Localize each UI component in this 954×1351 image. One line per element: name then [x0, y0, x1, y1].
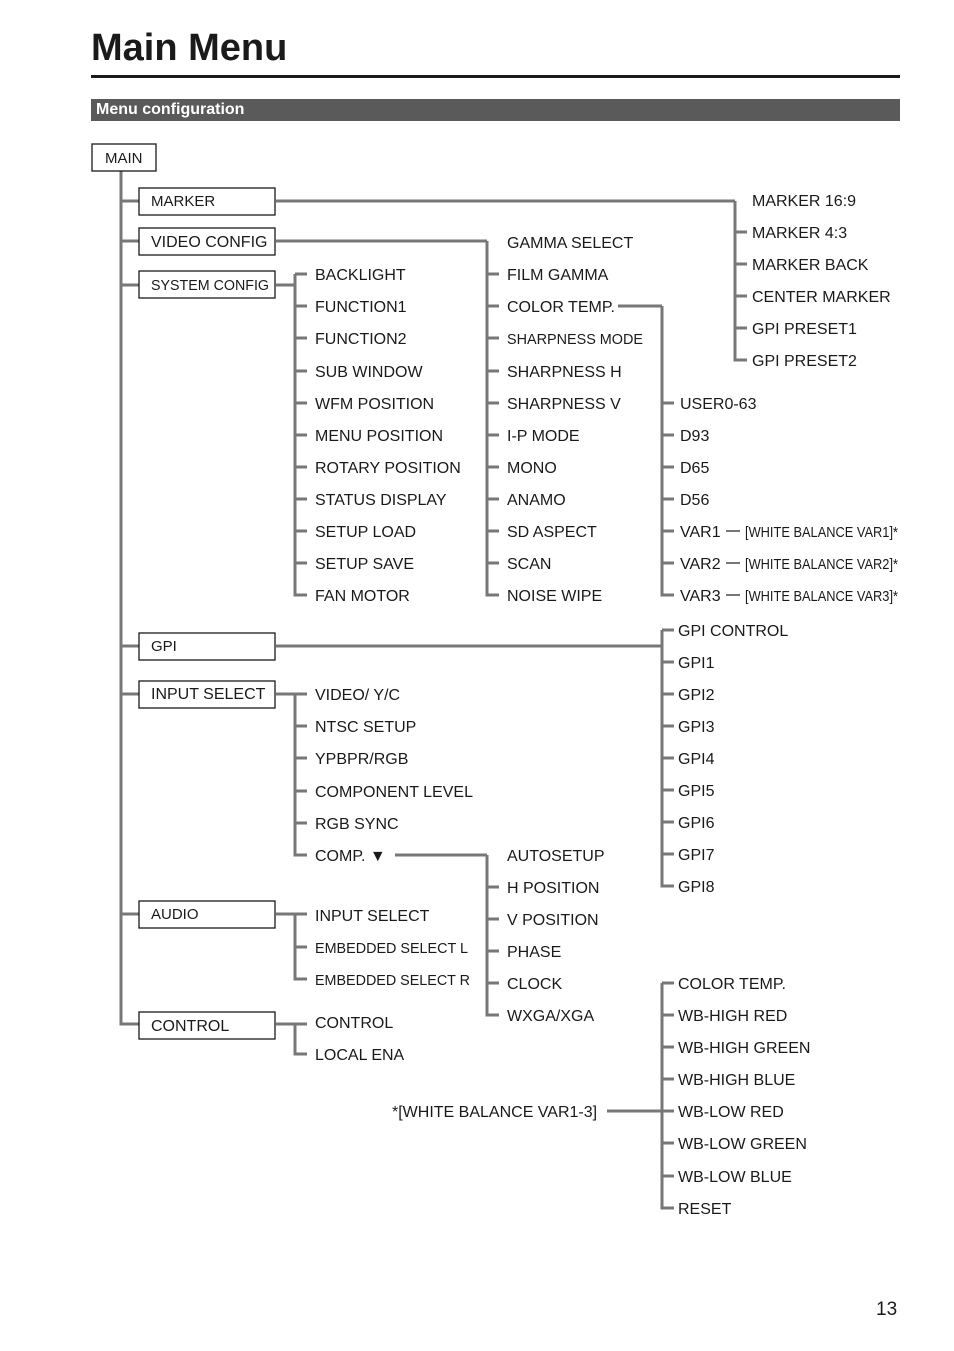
- menu-item: H POSITION: [507, 880, 600, 897]
- menu-item: GPI8: [678, 879, 715, 896]
- gpi-label: GPI: [151, 638, 177, 655]
- menu-item: I-P MODE: [507, 428, 580, 445]
- white-balance-items: [392, 976, 810, 1218]
- white-balance-label: *[WHITE BALANCE VAR1-3]: [392, 1104, 598, 1121]
- menu-item: RESET: [678, 1201, 732, 1218]
- marker-node: [139, 188, 275, 215]
- menu-item: VAR1: [680, 524, 721, 541]
- menu-item: SUB WINDOW: [315, 364, 423, 381]
- gpi-node: [139, 633, 275, 660]
- system-config-items: [315, 267, 461, 605]
- menu-item: VAR3: [680, 588, 721, 605]
- menu-item: D56: [680, 492, 710, 509]
- menu-item: MARKER 16:9: [752, 193, 857, 210]
- menu-item: NTSC SETUP: [315, 719, 417, 736]
- control-items: [315, 1015, 405, 1064]
- menu-item: WXGA/XGA: [507, 1008, 595, 1025]
- menu-item: WB-HIGH BLUE: [678, 1072, 796, 1089]
- menu-item: GPI3: [678, 719, 715, 736]
- section-title: Menu configuration: [96, 101, 245, 118]
- menu-item: BACKLIGHT: [315, 267, 406, 284]
- menu-item: GPI6: [678, 815, 715, 832]
- menu-item: WB-HIGH GREEN: [678, 1040, 811, 1057]
- menu-item: STATUS DISPLAY: [315, 492, 447, 509]
- video-config-label: VIDEO CONFIG: [151, 234, 268, 251]
- menu-item: AUTOSETUP: [507, 848, 605, 865]
- menu-item: GPI PRESET1: [752, 321, 857, 338]
- menu-item: GPI PRESET2: [752, 353, 857, 370]
- menu-item: WB-LOW GREEN: [678, 1136, 807, 1153]
- menu-item: GPI CONTROL: [678, 623, 789, 640]
- page-title: Main Menu: [91, 27, 288, 69]
- menu-item: MARKER BACK: [752, 257, 869, 274]
- menu-item: VIDEO/ Y/C: [315, 687, 401, 704]
- marker-items: [752, 193, 891, 370]
- system-config-node: [139, 271, 275, 298]
- menu-item: NOISE WIPE: [507, 588, 603, 605]
- menu-item: COLOR TEMP.: [507, 299, 615, 316]
- menu-item: EMBEDDED SELECT L: [315, 940, 468, 957]
- menu-item: COMPONENT LEVEL: [315, 784, 473, 801]
- gpi-items: [678, 623, 788, 896]
- audio-items: [315, 908, 470, 989]
- menu-item: SHARPNESS MODE: [507, 331, 643, 348]
- menu-item: EMBEDDED SELECT R: [315, 972, 471, 989]
- comp-items: [507, 848, 605, 1025]
- menu-item: D93: [680, 428, 710, 445]
- menu-item: SETUP SAVE: [315, 556, 414, 573]
- menu-item: FAN MOTOR: [315, 588, 410, 605]
- menu-item: GAMMA SELECT: [507, 235, 634, 252]
- menu-item: CENTER MARKER: [752, 289, 891, 306]
- menu-item: YPBPR/RGB: [315, 751, 409, 768]
- menu-item: D65: [680, 460, 710, 477]
- menu-item: MONO: [507, 460, 557, 477]
- input-select-node: [139, 681, 275, 708]
- menu-item: CLOCK: [507, 976, 563, 993]
- control-node: [139, 1012, 275, 1039]
- menu-item: WB-HIGH RED: [678, 1008, 788, 1025]
- menu-item: FILM GAMMA: [507, 267, 609, 284]
- menu-item: WB-LOW RED: [678, 1104, 784, 1121]
- menu-item: GPI2: [678, 687, 715, 704]
- menu-item: ROTARY POSITION: [315, 460, 461, 477]
- menu-item: SD ASPECT: [507, 524, 597, 541]
- menu-item: SETUP LOAD: [315, 524, 417, 541]
- white-balance-reference: [WHITE BALANCE VAR3]*: [745, 588, 899, 605]
- menu-item: FUNCTION1: [315, 299, 407, 316]
- main-label: MAIN: [105, 150, 143, 167]
- menu-item: SHARPNESS V: [507, 396, 621, 413]
- menu-item: GPI4: [678, 751, 715, 768]
- menu-item: COLOR TEMP.: [678, 976, 786, 993]
- white-balance-reference: [WHITE BALANCE VAR2]*: [745, 556, 899, 573]
- menu-item: GPI7: [678, 847, 715, 864]
- page-number: 13: [876, 1299, 898, 1320]
- menu-item: FUNCTION2: [315, 331, 407, 348]
- menu-item: CONTROL: [315, 1015, 394, 1032]
- white-balance-reference: [WHITE BALANCE VAR1]*: [745, 524, 899, 541]
- menu-item: VAR2: [680, 556, 721, 573]
- menu-item: LOCAL ENA: [315, 1047, 405, 1064]
- system-config-label: SYSTEM CONFIG: [151, 277, 269, 294]
- menu-item: ANAMO: [507, 492, 566, 509]
- audio-label: AUDIO: [151, 906, 199, 923]
- audio-node: [139, 901, 275, 928]
- main-node: [92, 144, 156, 171]
- menu-item: GPI5: [678, 783, 715, 800]
- menu-item: RGB SYNC: [315, 816, 399, 833]
- menu-item: PHASE: [507, 944, 562, 961]
- marker-label: MARKER: [151, 193, 216, 210]
- menu-item: MARKER 4:3: [752, 225, 848, 242]
- color-temp-options: [680, 396, 898, 605]
- menu-item: SCAN: [507, 556, 552, 573]
- menu-item: V POSITION: [507, 912, 599, 929]
- menu-item: SHARPNESS H: [507, 364, 622, 381]
- menu-item: USER0-63: [680, 396, 757, 413]
- video-config-items: [507, 235, 643, 605]
- menu-item: COMP. ▼: [315, 848, 386, 865]
- menu-item: WB-LOW BLUE: [678, 1169, 792, 1186]
- menu-item: INPUT SELECT: [315, 908, 430, 925]
- menu-item: WFM POSITION: [315, 396, 435, 413]
- control-label: CONTROL: [151, 1018, 230, 1035]
- input-select-label: INPUT SELECT: [151, 686, 266, 703]
- menu-item: MENU POSITION: [315, 428, 444, 445]
- menu-item: GPI1: [678, 655, 715, 672]
- input-select-items: [315, 687, 473, 865]
- video-config-node: [139, 228, 275, 255]
